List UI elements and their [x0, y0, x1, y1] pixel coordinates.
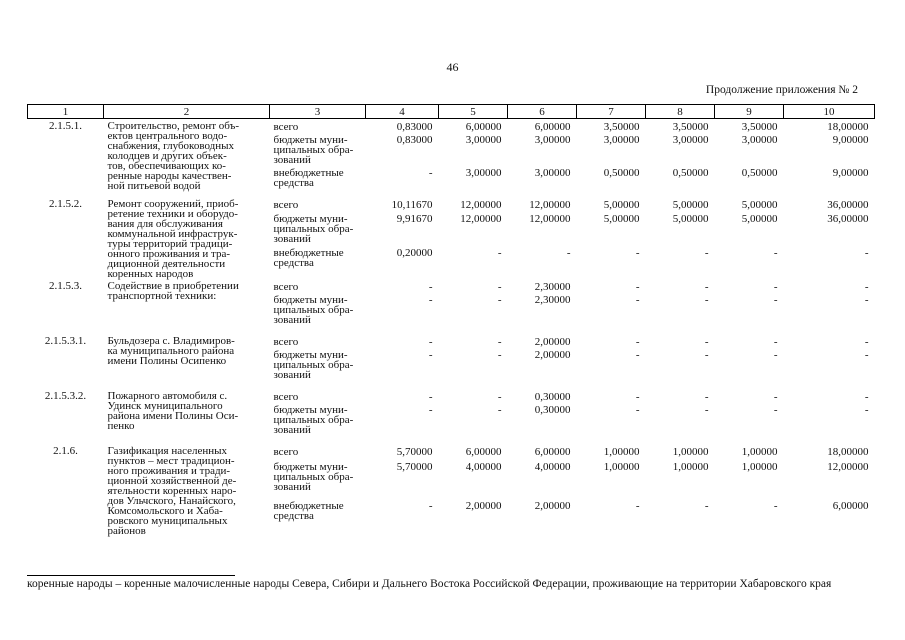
table-row [28, 197, 875, 211]
value-cell: - [428, 281, 433, 293]
funding-source: внебюджетные средства [273, 247, 344, 270]
value-cell: 18,00000 [827, 446, 869, 458]
value-cell: - [704, 336, 709, 348]
value-cell: 5,00000 [603, 212, 640, 225]
value-cell: - [773, 247, 778, 260]
value-cell: - [635, 500, 640, 513]
continuation-note: Продолжение приложения № 2 [705, 84, 858, 96]
value-cell: - [704, 500, 709, 513]
value-cell: 5,00000 [672, 199, 709, 211]
column-header: 2 [104, 105, 270, 119]
value-cell: 1,00000 [603, 446, 640, 458]
column-header: 6 [508, 105, 577, 119]
value-cell: - [635, 247, 640, 260]
value-cell: 2,30000 [534, 281, 571, 293]
value-cell: - [773, 336, 778, 348]
value-cell: - [773, 349, 778, 361]
item-code: 2.1.6. [53, 445, 78, 457]
funding-source: всего [273, 281, 299, 293]
value-cell: 2,30000 [534, 294, 571, 306]
value-cell: 0,30000 [534, 404, 571, 416]
value-cell: 12,00000 [827, 461, 869, 474]
value-cell: 0,20000 [396, 247, 433, 260]
value-cell: - [704, 404, 709, 416]
funding-source: всего [273, 199, 299, 211]
value-cell: 1,00000 [672, 461, 709, 474]
value-cell: - [864, 294, 869, 306]
value-cell: - [428, 500, 433, 513]
value-cell: 2,00000 [534, 500, 571, 513]
value-cell: 2,00000 [534, 349, 571, 361]
page-number: 46 [446, 60, 459, 74]
column-header: 5 [439, 105, 508, 119]
value-cell: - [773, 281, 778, 293]
value-cell: 3,00000 [741, 134, 778, 146]
value-cell: 9,00000 [832, 167, 869, 179]
value-cell: 4,00000 [465, 461, 502, 474]
value-cell: - [428, 349, 433, 361]
value-cell: - [704, 281, 709, 293]
table-row [28, 444, 875, 459]
value-cell: 1,00000 [741, 446, 778, 458]
item-code: 2.1.5.3.2. [44, 390, 87, 402]
item-code: 2.1.5.2. [49, 198, 82, 210]
item-name: Бульдозера с. Владимиров- ка муниципального района имени Полины Осипенко [107, 335, 235, 367]
value-cell: - [635, 349, 640, 361]
column-header: 9 [715, 105, 784, 119]
footnote: коренные народы – коренные малочисленные народы Севера, Сибири и Дальнего Востока Российской Федерации, проживающие на территории Хабаровского края [27, 578, 832, 590]
funding-source: бюджеты муни- ципальных обра- зований [273, 461, 354, 494]
value-cell: 0,50000 [741, 167, 778, 179]
value-cell: - [864, 281, 869, 293]
funding-source: бюджеты муни- ципальных обра- зований [273, 212, 354, 245]
funding-source: всего [273, 391, 299, 403]
value-cell: 3,00000 [534, 167, 571, 179]
value-cell: - [704, 247, 709, 260]
value-cell: - [864, 336, 869, 348]
value-cell: 6,00000 [465, 121, 502, 133]
item-name: Пожарного автомобиля с. Удинск муниципального района имени Полины Оси- пенко [107, 390, 239, 432]
table-row [28, 119, 875, 133]
value-cell: 9,00000 [832, 134, 869, 146]
value-cell: 0,30000 [534, 391, 571, 403]
funding-source: внебюджетные средства [273, 167, 344, 189]
value-cell: - [428, 294, 433, 306]
value-cell: - [704, 391, 709, 403]
funding-source: бюджеты муни- ципальных обра- зований [273, 294, 354, 326]
value-cell: 3,00000 [603, 134, 640, 146]
value-cell: - [704, 349, 709, 361]
value-cell: - [566, 247, 571, 260]
value-cell: 5,00000 [603, 199, 640, 211]
value-cell: 12,00000 [460, 212, 502, 225]
value-cell: - [428, 391, 433, 403]
value-cell: 0,83000 [396, 121, 433, 133]
value-cell: 9,91670 [396, 212, 433, 225]
value-cell: 2,00000 [465, 500, 502, 513]
table-row [28, 389, 875, 402]
value-cell: - [864, 247, 869, 260]
column-header: 4 [366, 105, 439, 119]
value-cell: 4,00000 [534, 461, 571, 474]
value-cell: 12,00000 [460, 199, 502, 211]
value-cell: 0,50000 [603, 167, 640, 179]
value-cell: - [497, 391, 502, 403]
header-row [28, 105, 875, 119]
funding-source: всего [273, 121, 299, 133]
value-cell: - [773, 294, 778, 306]
value-cell: 3,50000 [603, 121, 640, 133]
value-cell: 0,83000 [396, 134, 433, 146]
value-cell: 6,00000 [465, 446, 502, 458]
value-cell: - [773, 391, 778, 403]
column-header: 7 [577, 105, 646, 119]
value-cell: 3,50000 [672, 121, 709, 133]
value-cell: - [704, 294, 709, 306]
table-row [28, 334, 875, 347]
value-cell: 1,00000 [741, 461, 778, 474]
value-cell: 36,00000 [827, 212, 869, 225]
item-code: 2.1.5.3. [49, 280, 82, 292]
item-name: Строительство, ремонт объ- ектов центрального водо- снабжения, глубоководных колодцев и других объек- тов, обеспечивающих ко- ренные народы качествен- ной питьевой водой [107, 120, 239, 192]
funding-source: всего [273, 336, 299, 348]
value-cell: 5,70000 [396, 446, 433, 458]
value-cell: - [864, 349, 869, 361]
value-cell: - [773, 404, 778, 416]
value-cell: - [497, 349, 502, 361]
value-cell: 3,00000 [672, 134, 709, 146]
value-cell: - [497, 247, 502, 260]
value-cell: - [635, 391, 640, 403]
value-cell: - [635, 294, 640, 306]
value-cell: 5,00000 [741, 199, 778, 211]
value-cell: 3,00000 [465, 134, 502, 146]
value-cell: 36,00000 [827, 199, 869, 211]
value-cell: 2,00000 [534, 336, 571, 348]
item-name: Содействие в приобретении транспортной техники: [107, 280, 239, 302]
value-cell: 6,00000 [534, 121, 571, 133]
item-name: Газификация населенных пунктов – мест традицион- ного проживания и тради- ционной хозяйственной де- ятельности коренных наро- дов Ульчского, Нанайского, Комсомольского и Хаба- ровского муниципальных районов [107, 445, 237, 537]
value-cell: 5,00000 [741, 212, 778, 225]
program-table [27, 104, 875, 536]
value-cell: - [497, 294, 502, 306]
item-name: Ремонт сооружений, приоб- ретение техники и оборудо- вания для обслуживания коммунальной инфраструк- туры территорий традици- онного проживания и тра- диционной деятельности коренных народов [107, 198, 239, 280]
value-cell: 5,00000 [672, 212, 709, 225]
value-cell: 6,00000 [832, 500, 869, 513]
funding-source: внебюджетные средства [273, 500, 344, 523]
column-header: 1 [28, 105, 104, 119]
value-cell: 6,00000 [534, 446, 571, 458]
item-code: 2.1.5.3.1. [44, 335, 87, 347]
column-header: 3 [270, 105, 366, 119]
table-body [28, 119, 875, 537]
value-cell: 0,50000 [672, 167, 709, 179]
value-cell: 5,70000 [396, 461, 433, 474]
column-header: 8 [646, 105, 715, 119]
value-cell: 3,50000 [741, 121, 778, 133]
value-cell: - [428, 167, 433, 179]
value-cell: - [497, 336, 502, 348]
value-cell: - [428, 404, 433, 416]
value-cell: - [635, 336, 640, 348]
value-cell: - [635, 404, 640, 416]
value-cell: 1,00000 [672, 446, 709, 458]
value-cell: - [497, 404, 502, 416]
value-cell: 12,00000 [529, 212, 571, 225]
value-cell: - [635, 281, 640, 293]
funding-source: бюджеты муни- ципальных обра- зований [273, 134, 354, 166]
footnote-separator [27, 575, 235, 576]
value-cell: 10,11670 [391, 199, 433, 211]
value-cell: 3,00000 [465, 167, 502, 179]
value-cell: - [773, 500, 778, 513]
value-cell: - [428, 336, 433, 348]
value-cell: 3,00000 [534, 134, 571, 146]
column-header: 10 [784, 105, 875, 119]
funding-source: бюджеты муни- ципальных обра- зований [273, 404, 354, 436]
funding-source: всего [273, 446, 299, 458]
item-code: 2.1.5.1. [49, 120, 82, 132]
value-cell: 12,00000 [529, 199, 571, 211]
value-cell: 1,00000 [603, 461, 640, 474]
value-cell: 18,00000 [827, 121, 869, 133]
table-row [28, 279, 875, 292]
value-cell: - [864, 404, 869, 416]
value-cell: - [864, 391, 869, 403]
value-cell: - [497, 281, 502, 293]
funding-source: бюджеты муни- ципальных обра- зований [273, 349, 354, 381]
